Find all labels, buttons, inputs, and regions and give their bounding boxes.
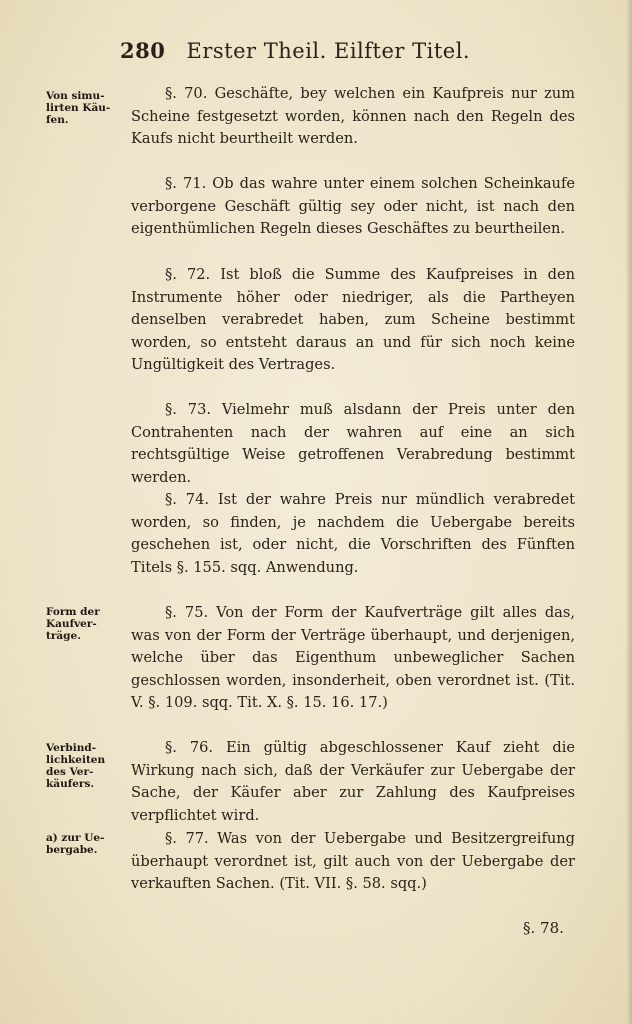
paragraph-71	[131, 173, 575, 241]
margin-note-handover: a) zur Ue-bergabe.	[46, 832, 105, 856]
paragraph-76	[131, 737, 575, 827]
paragraph-74	[131, 489, 575, 579]
paragraph-77	[131, 828, 575, 896]
catchword: §. 78.	[523, 919, 564, 937]
paragraph-text: §. 76. Ein gültig abgeschlossener Kauf zieht die Wirkung nach sich, daß der Verkäufer zur Uebergabe der Sache, der Käufer aber zur Zahlung des Kaufpreises verpflichtet wird.	[131, 739, 575, 824]
paragraph-70	[131, 83, 575, 151]
paragraph-text: §. 72. Ist bloß die Summe des Kaufpreises in den Instrumente höher oder niedriger, als die Partheyen denselben verabredet haben, zum Scheine bestimmt worden, so entsteht daraus an und für sich noch keine Ungültigkeit des Vertrages.	[131, 266, 575, 374]
paragraph-text: §. 75. Von der Form der Kaufverträge gilt alles das, was von der Form der Verträge überhaupt, und derjenigen, welche über das Eigenthum unbeweglicher Sachen geschlossen worden, insonderheit, oben verordnet ist. (Tit. V. §. 109. sqq. Tit. X. §. 15. 16. 17.)	[131, 604, 575, 712]
margin-note-seller-obligations: Verbind-lichkeiten des Ver-käufers.	[46, 742, 106, 790]
margin-note-simulated-purchases: Von simu-lirten Käu-fen.	[46, 90, 111, 126]
paragraph-text: §. 70. Geschäfte, bey welchen ein Kaufpreis nur zum Scheine festgesetzt worden, können nach den Regeln des Kaufs nicht beurtheilt werden.	[131, 85, 575, 148]
paragraph-75	[131, 602, 575, 715]
paragraph-text: §. 77. Was von der Uebergabe und Besitzergreifung überhaupt verordnet ist, gilt auch von der Uebergabe der verkauften Sachen. (Tit. VII. §. 58. sqq.)	[131, 830, 575, 893]
page-number: 280	[120, 38, 166, 63]
paragraph-72	[131, 264, 575, 377]
page-title: Erster Theil. Eilfter Titel.	[186, 39, 471, 63]
running-header	[120, 38, 520, 63]
page-edge	[626, 0, 632, 1024]
margin-note-form-of-contracts: Form der Kaufver-träge.	[46, 606, 100, 642]
paragraph-text: §. 71. Ob das wahre unter einem solchen Scheinkaufe verborgene Geschäft gültig sey oder nicht, ist nach den eigenthümlichen Regeln dieses Geschäftes zu beurtheilen.	[131, 175, 575, 238]
paragraph-text: §. 74. Ist der wahre Preis nur mündlich verabredet worden, so finden, je nachdem die Uebergabe bereits geschehen ist, oder nicht, die Vorschriften des Fünften Titels §. 155. sqq. Anwendung.	[131, 491, 575, 576]
paragraph-text: §. 73. Vielmehr muß alsdann der Preis unter den Contrahenten nach der wahren auf eine an sich rechtsgültige Weise getroffenen Verabredung bestimmt werden.	[131, 401, 575, 486]
paragraph-73	[131, 399, 575, 489]
